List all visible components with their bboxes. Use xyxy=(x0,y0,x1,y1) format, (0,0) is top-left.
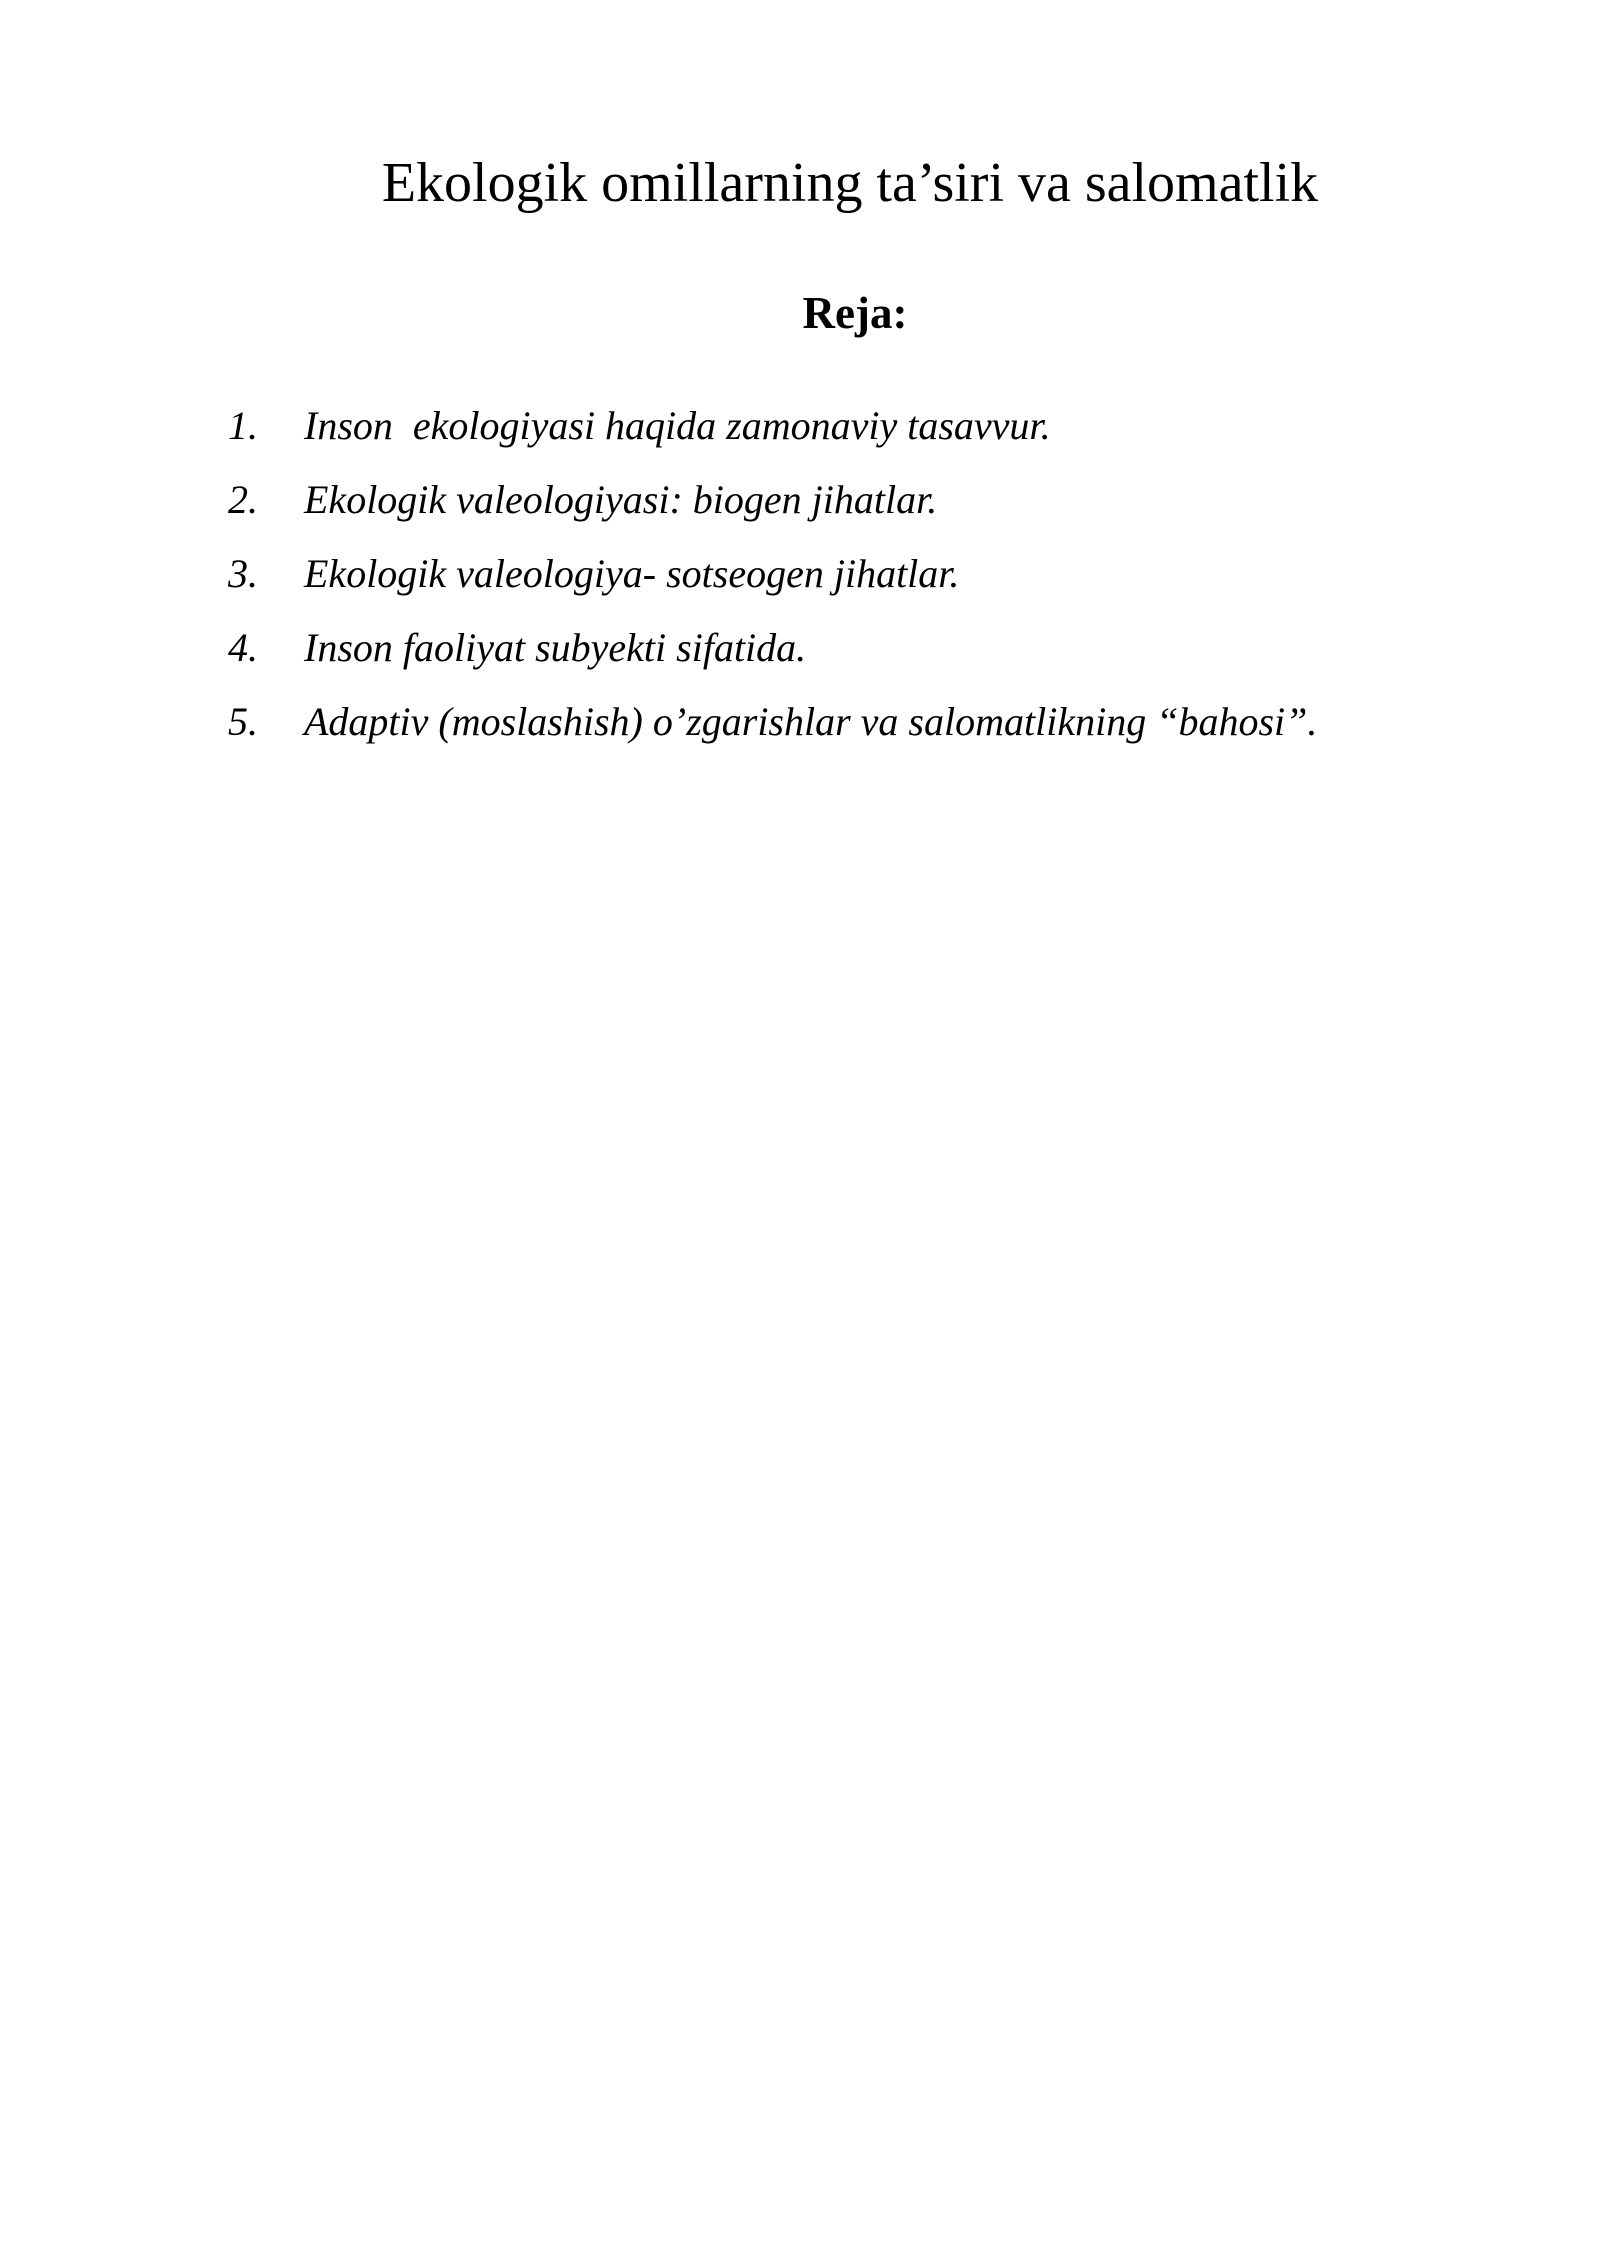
plan-item-text: Adaptiv (moslashish) o’zgarishlar va salomatlikning “bahosi”. xyxy=(304,699,1318,744)
document-title: Ekologik omillarning ta’siri va salomatlik xyxy=(381,152,1319,214)
plan-item-5 xyxy=(228,694,1317,768)
plan-list xyxy=(228,398,1317,768)
plan-item-text: Ekologik valeologiya- sotseogen jihatlar. xyxy=(304,551,960,596)
plan-item-1 xyxy=(228,398,1317,472)
plan-item-number: 1. xyxy=(228,403,258,448)
plan-heading: Reja: xyxy=(802,288,908,338)
plan-item-text: Inson faoliyat subyekti sifatida. xyxy=(304,625,807,670)
plan-item-2 xyxy=(228,472,1317,546)
plan-item-text: Inson ekologiyasi haqida zamonaviy tasavvur. xyxy=(304,403,1051,448)
plan-item-number: 4. xyxy=(228,625,258,670)
plan-item-text: Ekologik valeologiyasi: biogen jihatlar. xyxy=(304,477,938,522)
plan-item-number: 5. xyxy=(228,699,258,744)
plan-item-number: 3. xyxy=(228,551,258,596)
plan-item-4 xyxy=(228,620,1317,694)
plan-item-3 xyxy=(228,546,1317,620)
plan-item-number: 2. xyxy=(228,477,258,522)
